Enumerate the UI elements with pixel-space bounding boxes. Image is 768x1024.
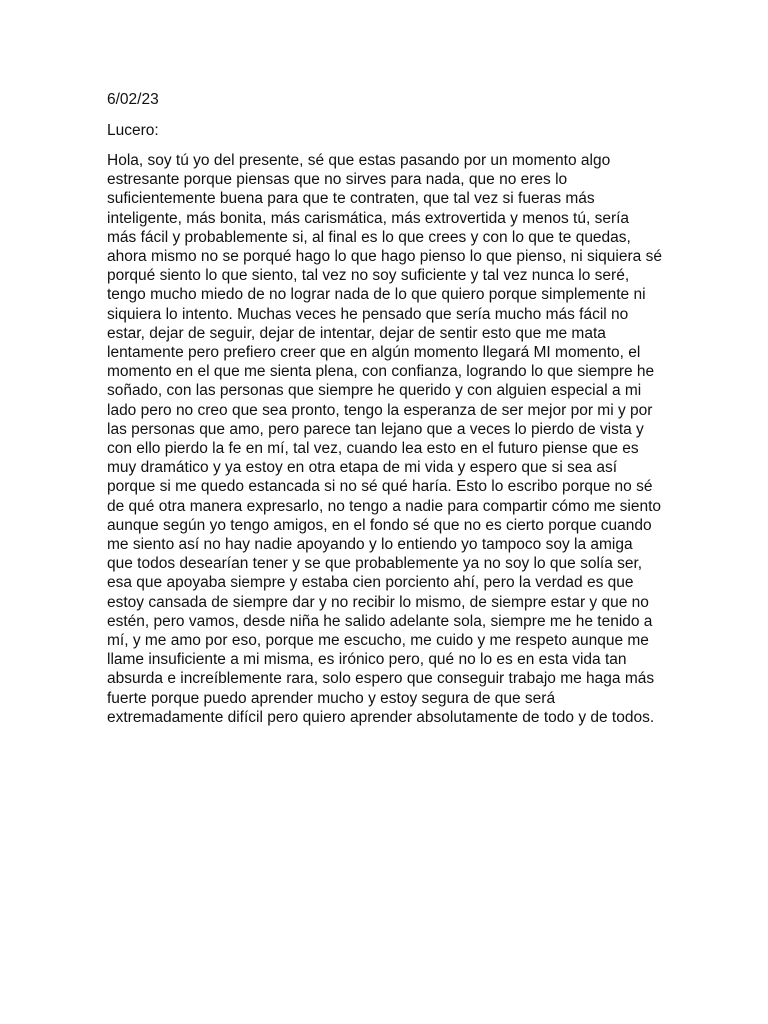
- letter-greeting: Lucero:: [107, 122, 159, 139]
- letter-body: Hola, soy tú yo del presente, sé que estas pasando por un momento algo estresante porque piensas que no sirves para nada, que no eres lo suficientemente buena para que te contraten, que tal vez si fueras más inteligente, más bonita, más carismática, más extrovertida y menos tú, sería más fácil y probablemente si, al final es lo que crees y con lo que te quedas, ahora mismo no se porqué hago lo que hago pienso lo que pienso, ni siquiera sé porqué siento lo que siento, tal vez no soy suficiente y tal vez nunca lo seré, tengo mucho miedo de no lograr nada de lo que quiero porque simplemente ni siquiera lo intento. Muchas veces he pensado que sería mucho más fácil no estar, dejar de seguir, dejar de intentar, dejar de sentir esto que me mata lentamente pero prefiero creer que en algún momento llegará MI momento, el momento en el que me sienta plena, con confianza, logrando lo que siempre he soñado, con las personas que siempre he querido y con alguien especial a mi lado pero no creo que sea pronto, tengo la esperanza de ser mejor por mi y por las personas que amo, pero parece tan lejano que a veces lo pierdo de vista y con ello pierdo la fe en mí, tal vez, cuando lea esto en el futuro piense que es muy dramático y ya estoy en otra etapa de mi vida y espero que si sea así porque si me quedo estancada si no sé qué haría. Esto lo escribo porque no sé de qué otra manera expresarlo, no tengo a nadie para compartir cómo me siento aunque según yo tengo amigos, en el fondo sé que no es cierto porque cuando me siento así no hay nadie apoyando y lo entiendo yo tampoco soy la amiga que todos desearían tener y se que probablemente ya no soy lo que solía ser, esa que apoyaba siempre y estaba cien porciento ahí, pero la verdad es que estoy cansada de siempre dar y no recibir lo mismo, de siempre estar y que no estén, pero vamos, desde niña he salido adelante sola, siempre me he tenido a mí, y me amo por eso, porque me escucho, me cuido y me respeto aunque me llame insuficiente a mi misma, es irónico pero, qué no lo es en esta vida tan absurda e increíblemente rara, solo espero que conseguir trabajo me haga más fuerte porque puedo aprender mucho y estoy segura de que será extremadamente difícil pero quiero aprender absolutamente de todo y de todos.: [107, 152, 662, 726]
- document-content: [107, 90, 662, 727]
- letter-date: 6/02/23: [107, 91, 159, 108]
